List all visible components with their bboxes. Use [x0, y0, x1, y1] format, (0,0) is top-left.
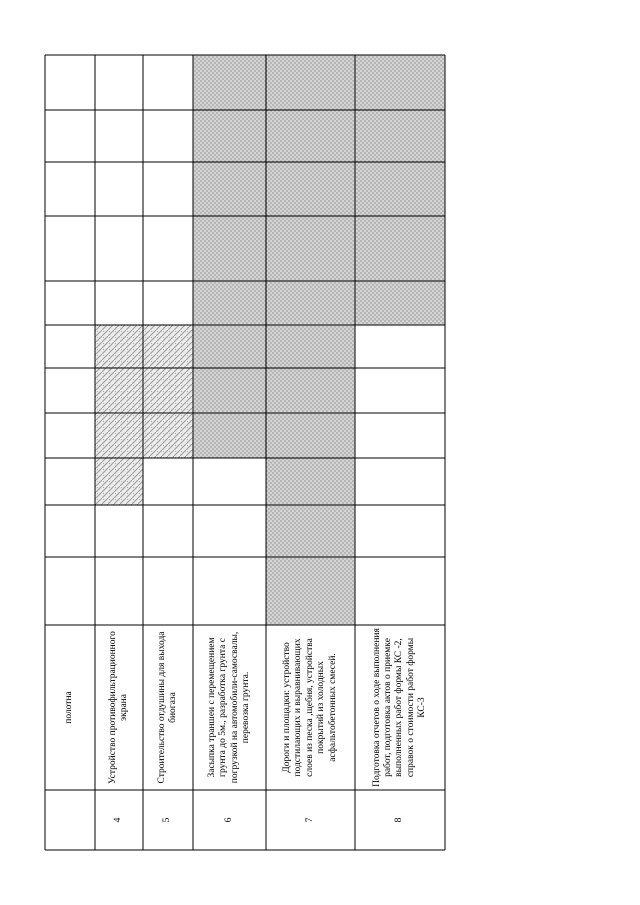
schedule-bar-cell	[355, 110, 445, 162]
work-name-cell	[95, 625, 143, 790]
work-name-cell	[193, 625, 266, 790]
schedule-bar-cell	[193, 368, 266, 413]
schedule-bar-cell	[266, 505, 355, 557]
schedule-bar-cell	[193, 110, 266, 162]
schedule-bar-cell-hatched	[143, 368, 193, 413]
row-number: 8	[394, 817, 405, 823]
schedule-bar-cell	[266, 557, 355, 625]
schedule-bar-cell	[355, 162, 445, 216]
work-name: Строительство отдушины для выхода биогаза	[156, 631, 178, 784]
schedule-bar-cell	[193, 55, 266, 110]
work-name: Подготовка отчетов о ходе выполнения работ, подготовка актов о приемке выполненных работ формы КС -2, справок о стоимости работ формы КС-3	[371, 628, 428, 787]
row-number-cell	[193, 790, 266, 850]
row-number: 5	[162, 817, 173, 823]
work-name-cell	[355, 625, 445, 790]
schedule-bar-cell	[266, 162, 355, 216]
row-number-cell	[95, 790, 143, 850]
row-number: 6	[223, 817, 234, 823]
schedule-bar-cell	[193, 162, 266, 216]
continued-work-name: полотна	[64, 691, 75, 724]
row-number-cell	[143, 790, 193, 850]
row-number: 7	[304, 817, 315, 823]
row-number-cell	[355, 790, 445, 850]
work-name: Устройство противофильтрационного экрана	[107, 631, 129, 784]
schedule-bar-cell	[266, 413, 355, 458]
schedule-bar-cell	[355, 216, 445, 281]
schedule-bar-cell-hatched	[143, 325, 193, 368]
work-name: Дороги и площадки: устройство подстилающих и выравнивающих слоев из песка ,щебня, устройства покрытий из холодных асфальтобетонных смесей.	[282, 638, 338, 777]
schedule-bar-cell	[355, 281, 445, 325]
work-name: Засыпка траншеи с перемещением грунта до 5м., разработка грунта с погрузкой на автомобили-самосвалы, перевозка грунта.	[206, 631, 251, 784]
schedule-bar-cell	[266, 281, 355, 325]
schedule-bar-cell	[266, 368, 355, 413]
schedule-bar-cell	[266, 325, 355, 368]
row-number-cell	[266, 790, 355, 850]
schedule-bar-cell	[355, 55, 445, 110]
schedule-bar-cell	[266, 458, 355, 505]
work-name-cell	[266, 625, 355, 790]
schedule-bar-cell-hatched	[143, 413, 193, 458]
schedule-bar-cell	[266, 110, 355, 162]
schedule-bar-cell	[266, 216, 355, 281]
schedule-bar-cell-hatched	[95, 458, 143, 505]
schedule-bar-cell	[193, 325, 266, 368]
continued-work-name-cell	[45, 625, 95, 790]
schedule-bar-cell-hatched	[95, 325, 143, 368]
schedule-bar-cell-hatched	[95, 413, 143, 458]
schedule-bar-cell-hatched	[95, 368, 143, 413]
work-name-cell	[143, 625, 193, 790]
schedule-bar-cell	[193, 281, 266, 325]
row-number: 4	[113, 817, 124, 823]
schedule-bar-cell	[193, 216, 266, 281]
schedule-bar-cell	[193, 413, 266, 458]
schedule-bar-cell	[266, 55, 355, 110]
